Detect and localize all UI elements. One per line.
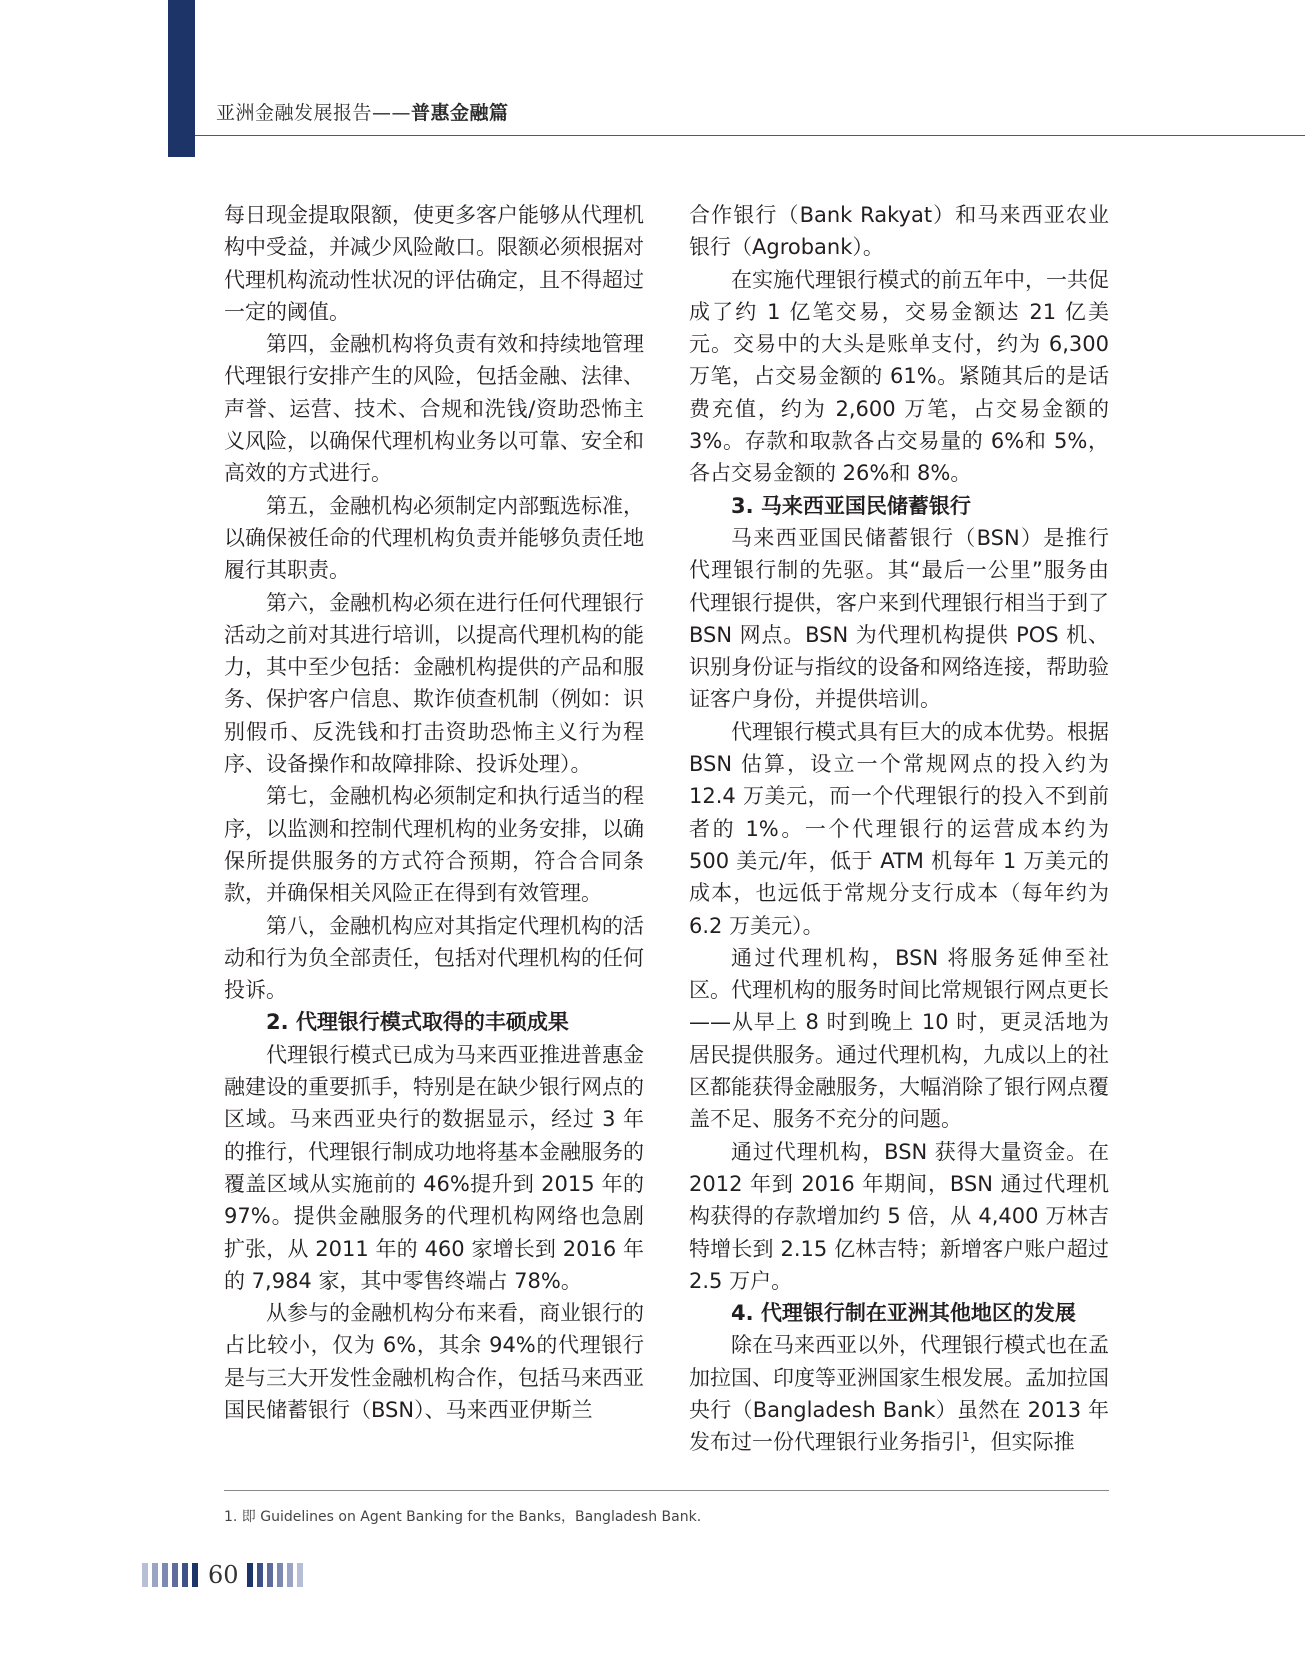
folio-bars-left — [142, 1563, 202, 1587]
paragraph: 每日现金提取限额，使更多客户能够从代理机构中受益，并减少风险敞口。限额必须根据对代理机构流动性状况的评估确定，且不得超过一定的阈值。 — [224, 203, 644, 324]
header-accent-bar — [168, 0, 195, 157]
footnote-rule — [224, 1490, 1109, 1491]
paragraph: 第八，金融机构应对其指定代理机构的活动和行为负全部责任，包括对代理机构的任何投诉。 — [224, 913, 644, 1003]
folio-bar — [172, 1563, 178, 1587]
header-rule — [195, 135, 1305, 136]
folio-bar — [247, 1563, 253, 1587]
paragraph: 第六，金融机构必须在进行任何代理银行活动之前对其进行培训，以提高代理机构的能力，其中至少包括：金融机构提供的产品和服务、保护客户信息、欺诈侦查机制（例如：识别假币、反洗钱和打击资助恐怖主义行为程序、设备操作和故障排除、投诉处理）。 — [224, 590, 644, 777]
folio-bar — [267, 1563, 273, 1587]
paragraph-with-footnote — [689, 1329, 1109, 1458]
running-header-bold: 普惠金融篇 — [411, 102, 509, 124]
section-heading: 3. 马来西亚国民储蓄银行 — [731, 493, 971, 518]
paragraph: 第七，金融机构必须制定和执行适当的程序，以监测和控制代理机构的业务安排，以确保所提供服务的方式符合预期，符合合同条款，并确保相关风险正在得到有效管理。 — [224, 784, 644, 906]
page-folio — [142, 1561, 307, 1589]
folio-bar — [182, 1563, 188, 1587]
folio-bar — [297, 1563, 303, 1587]
paragraph: 通过代理机构，BSN 将服务延伸至社区。代理机构的服务时间比常规银行网点更长——从早上 8 时到晚上 10 时，更灵活地为居民提供服务。通过代理机构，九成以上的社区都能获得金融服务，大幅消除了银行网点覆盖不足、服务不充分的问题。 — [689, 945, 1109, 1132]
folio-bar — [277, 1563, 283, 1587]
running-header — [216, 98, 509, 125]
paragraph: 通过代理机构，BSN 获得大量资金。在 2012 年到 2016 年期间，BSN 通过代理机构获得的存款增加约 5 倍，从 4,400 万林吉特增长到 2.15 亿林吉特；新增客户账户超过 2.5 万户。 — [689, 1139, 1109, 1293]
paragraph: 第五，金融机构必须制定内部甄选标准，以确保被任命的代理机构负责并能够负责任地履行其职责。 — [224, 493, 644, 583]
folio-bar — [152, 1563, 158, 1587]
folio-bar — [192, 1563, 198, 1587]
running-header-prefix: 亚洲金融发展报告—— — [216, 102, 412, 124]
section-heading: 4. 代理银行制在亚洲其他地区的发展 — [731, 1301, 1076, 1326]
page-number: 60 — [208, 1561, 239, 1589]
folio-bar — [287, 1563, 293, 1587]
section-heading: 2. 代理银行模式取得的丰硕成果 — [266, 1010, 569, 1035]
paragraph: 马来西亚国民储蓄银行（BSN）是推行代理银行制的先驱。其“最后一公里”服务由代理银行提供，客户来到代理银行相当于到了 BSN 网点。BSN 为代理机构提供 POS 机、识别身份证与指纹的设备和网络连接，帮助验证客户身份，并提供培训。 — [689, 525, 1109, 712]
folio-bar — [162, 1563, 168, 1587]
footnote-marker[interactable]: 1 — [962, 1430, 970, 1445]
paragraph: 从参与的金融机构分布来看，商业银行的占比较小，仅为 6%，其余 94%的代理银行是与三大开发性金融机构合作，包括马来西亚国民储蓄银行（BSN）、马来西亚伊斯兰 — [224, 1301, 644, 1422]
paragraph: 合作银行（Bank Rakyat）和马来西亚农业银行（Agrobank）。 — [689, 203, 1109, 260]
paragraph: 代理银行模式具有巨大的成本优势。根据 BSN 估算，设立一个常规网点的投入约为 12.4 万美元，而一个代理银行的投入不到前者的 1%。一个代理银行的运营成本约为 500 美元/年，低于 ATM 机每年 1 万美元的成本，也远低于常规分支行成本（每年约为 6.2 万美元）。 — [689, 719, 1109, 938]
paragraph: 代理银行模式已成为马来西亚推进普惠金融建设的重要抓手，特别是在缺少银行网点的区域。马来西亚央行的数据显示，经过 3 年的推行，代理银行制成功地将基本金融服务的覆盖区域从实施前的 46%提升到 2015 年的 97%。提供金融服务的代理机构网络也急剧扩张，从 2011 年的 460 家增长到 2016 年的 7,984 家，其中零售终端占 78%。 — [224, 1042, 644, 1293]
folio-bar — [257, 1563, 263, 1587]
footnote: 1. 即 Guidelines on Agent Banking for the Banks，Bangladesh Bank. — [224, 1509, 702, 1525]
folio-bar — [142, 1563, 148, 1587]
folio-bars-right — [247, 1563, 307, 1587]
paragraph: 在实施代理银行模式的前五年中，一共促成了约 1 亿笔交易，交易金额达 21 亿美元。交易中的大头是账单支付，约为 6,300 万笔，占交易金额的 61%。紧随其后的是话费充值，约为 2,600 万笔，占交易金额的 3%。存款和取款各占交易量的 6%和 5%，各占交易金额的 26%和 8%。 — [689, 267, 1109, 486]
paragraph: 第四，金融机构将负责有效和持续地管理代理银行安排产生的风险，包括金融、法律、声誉、运营、技术、合规和洗钱/资助恐怖主义风险，以确保代理机构业务以可靠、安全和高效的方式进行。 — [224, 332, 644, 486]
paragraph-text-tail: ，但实际推 — [969, 1430, 1075, 1455]
right-column — [689, 199, 1109, 1459]
left-column — [224, 199, 644, 1426]
paragraph-text: 除在马来西亚以外，代理银行模式也在孟加拉国、印度等亚洲国家生根发展。孟加拉国央行（Bangladesh Bank）虽然在 2013 年发布过一份代理银行业务指引 — [689, 1333, 1109, 1455]
